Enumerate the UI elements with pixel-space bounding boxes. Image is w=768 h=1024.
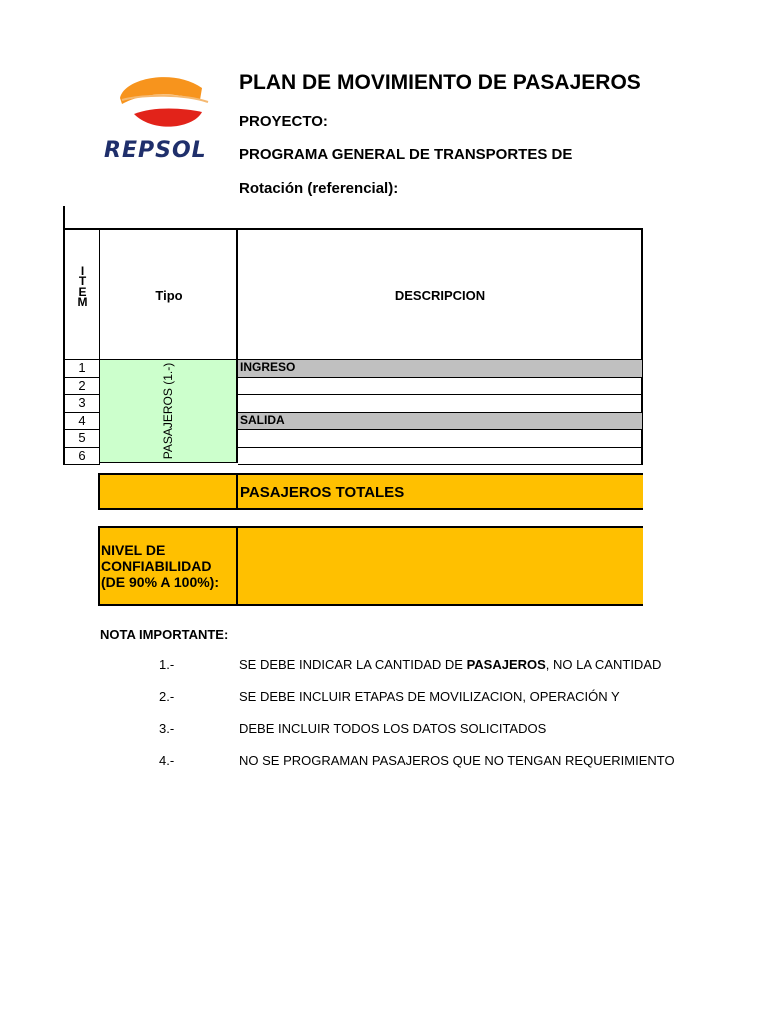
note-number: 2.-: [159, 689, 175, 704]
header-item-letter: I: [80, 264, 85, 278]
header-descripcion-label: DESCRIPCION: [394, 288, 486, 303]
logo-wordmark: REPSOL: [104, 138, 207, 163]
repsol-logo-icon: [114, 70, 214, 136]
totals-label: PASAJEROS TOTALES: [236, 473, 643, 510]
header-tipo-label: Tipo: [155, 288, 183, 303]
program-label: PROGRAMA GENERAL DE TRANSPORTES DE: [239, 146, 573, 163]
desc-cell[interactable]: [238, 430, 642, 448]
row-number: 5: [65, 430, 100, 448]
project-label: PROYECTO:: [239, 113, 328, 130]
note-text-part: , NO LA CANTIDAD: [545, 657, 662, 672]
confidence-input[interactable]: [236, 526, 643, 606]
desc-cell[interactable]: [238, 395, 642, 413]
note-number: 4.-: [159, 753, 175, 768]
header-item-label: [65, 266, 100, 308]
header-item-letter: T: [78, 274, 87, 289]
note-number: 3.-: [159, 721, 175, 736]
note-text: SE DEBE INCLUIR ETAPAS DE MOVILIZACION, OPERACIÓN Y: [239, 689, 620, 704]
row-number: 1: [65, 360, 100, 378]
passenger-table: [63, 228, 643, 465]
tipo-cell[interactable]: [100, 360, 238, 463]
header-descripcion: [238, 230, 642, 360]
row-number: 6: [65, 448, 100, 466]
header-item-letter: M: [77, 295, 88, 310]
note-text-part: SE DEBE INDICAR LA CANTIDAD DE: [239, 657, 467, 672]
confidence-label: NIVEL DE CONFIABILIDAD (DE 90% A 100%):: [98, 526, 238, 606]
note-text-bold: PASAJEROS: [466, 657, 546, 672]
desc-cell-section[interactable]: INGRESO: [238, 360, 642, 378]
header-tipo: [100, 230, 238, 360]
note-number: 1.-: [159, 657, 175, 672]
row-number: 2: [65, 378, 100, 396]
page-title: PLAN DE MOVIMIENTO DE PASAJEROS: [239, 71, 641, 94]
note-text: DEBE INCLUIR TODOS LOS DATOS SOLICITADOS: [239, 721, 547, 736]
desc-cell[interactable]: [238, 378, 642, 396]
left-divider: [63, 206, 65, 230]
desc-cell[interactable]: [238, 448, 642, 466]
note-text: NO SE PROGRAMAN PASAJEROS QUE NO TENGAN REQUERIMIENTO: [239, 753, 675, 768]
notes-title: NOTA IMPORTANTE:: [100, 627, 229, 642]
repsol-logo: [100, 68, 225, 168]
row-number: 3: [65, 395, 100, 413]
rotation-label: Rotación (referencial):: [239, 180, 399, 197]
header-item: [65, 230, 100, 360]
tipo-value: PASAJEROS (1.-): [161, 362, 175, 460]
note-text: [239, 657, 662, 672]
row-number: 4: [65, 413, 100, 431]
totals-left-cell: [98, 473, 238, 510]
desc-cell-section[interactable]: SALIDA: [238, 413, 642, 431]
header-item-letter: E: [78, 284, 87, 299]
